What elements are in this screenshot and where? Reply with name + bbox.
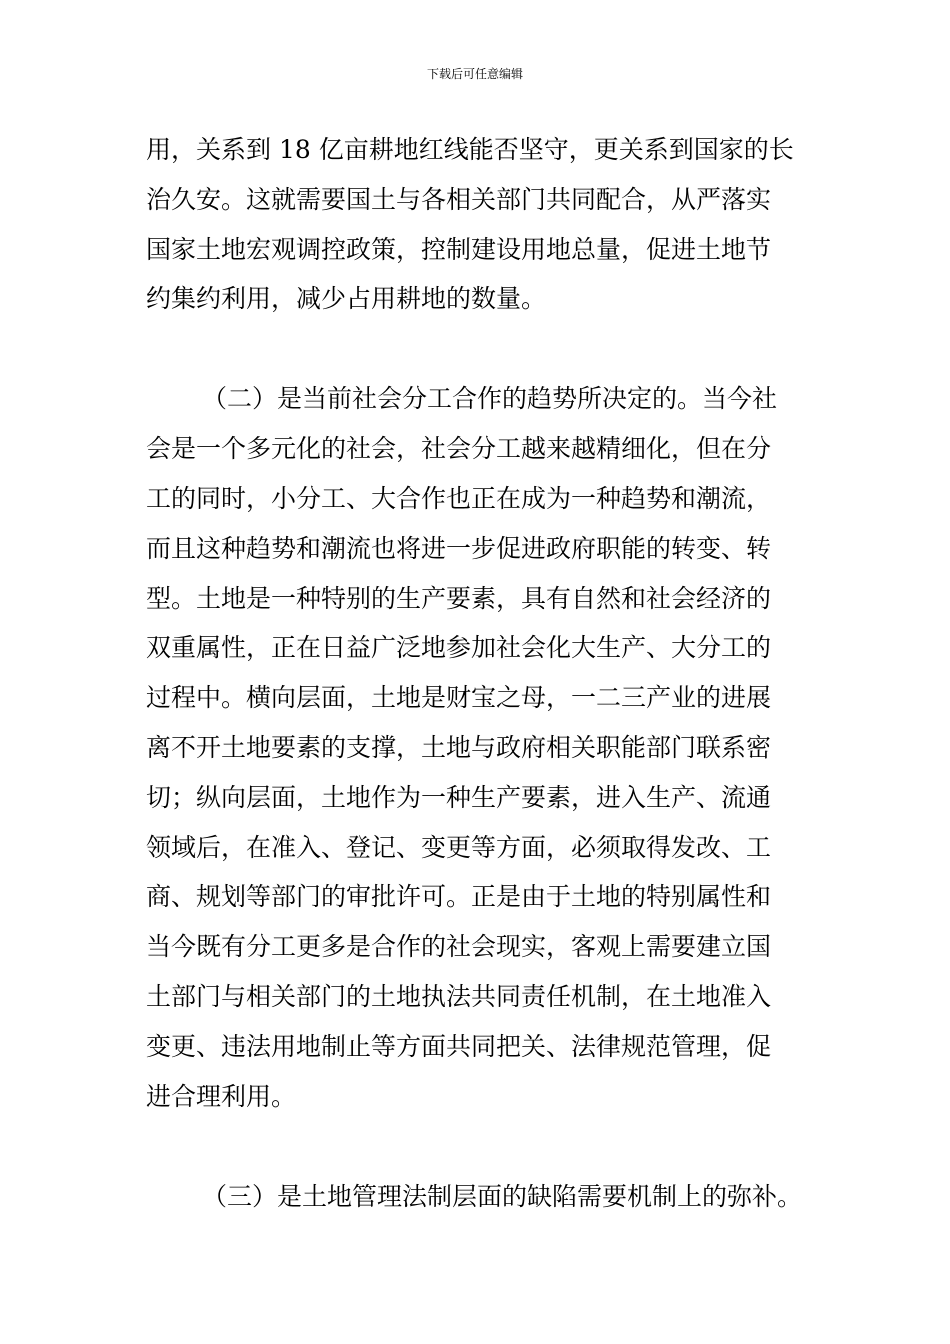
text-line: 约集约利用，减少占用耕地的数量。: [146, 284, 547, 313]
text-line: 变更、违法用地制止等方面共同把关、法律规范管理，促: [146, 1032, 772, 1061]
text-line: 过程中。横向层面，土地是财宝之母，一二三产业的进展: [146, 683, 772, 712]
page-header: 下载后可任意编辑: [426, 67, 523, 81]
text-line: 工的同时，小分工、大合作也正在成为一种趋势和潮流，: [146, 484, 772, 513]
text-line: 型。土地是一种特别的生产要素，具有自然和社会经济的: [146, 584, 772, 613]
text-line: （三）是土地管理法制层面的缺陷需要机制上的弥补。: [202, 1182, 803, 1211]
text-line: 国家土地宏观调控政策，控制建设用地总量，促进土地节: [146, 235, 772, 264]
text-line: 进合理利用。: [146, 1082, 297, 1111]
text-line: 双重属性，正在日益广泛地参加社会化大生产、大分工的: [146, 633, 772, 662]
text-line: 用，关系到 18 亿亩耕地红线能否坚守，更关系到国家的长: [146, 135, 794, 164]
text-line: 土部门与相关部门的土地执法共同责任机制，在土地准入: [146, 982, 772, 1011]
text-line: （二）是当前社会分工合作的趋势所决定的。当今社: [202, 384, 778, 413]
text-line: 离不开土地要素的支撑，土地与政府相关职能部门联系密: [146, 733, 772, 762]
text-line: 切；纵向层面，土地作为一种生产要素，进入生产、流通: [146, 783, 772, 812]
text-line: 商、规划等部门的审批许可。正是由于土地的特别属性和: [146, 882, 772, 911]
text-line: 治久安。这就需要国土与各相关部门共同配合，从严落实: [146, 185, 772, 214]
text-line: 而且这种趋势和潮流也将进一步促进政府职能的转变、转: [146, 534, 772, 563]
text-line: 会是一个多元化的社会，社会分工越来越精细化，但在分: [146, 434, 772, 463]
text-line: 领域后，在准入、登记、变更等方面，必须取得发改、工: [146, 833, 772, 862]
text-line: 当今既有分工更多是合作的社会现实，客观上需要建立国: [146, 932, 772, 961]
